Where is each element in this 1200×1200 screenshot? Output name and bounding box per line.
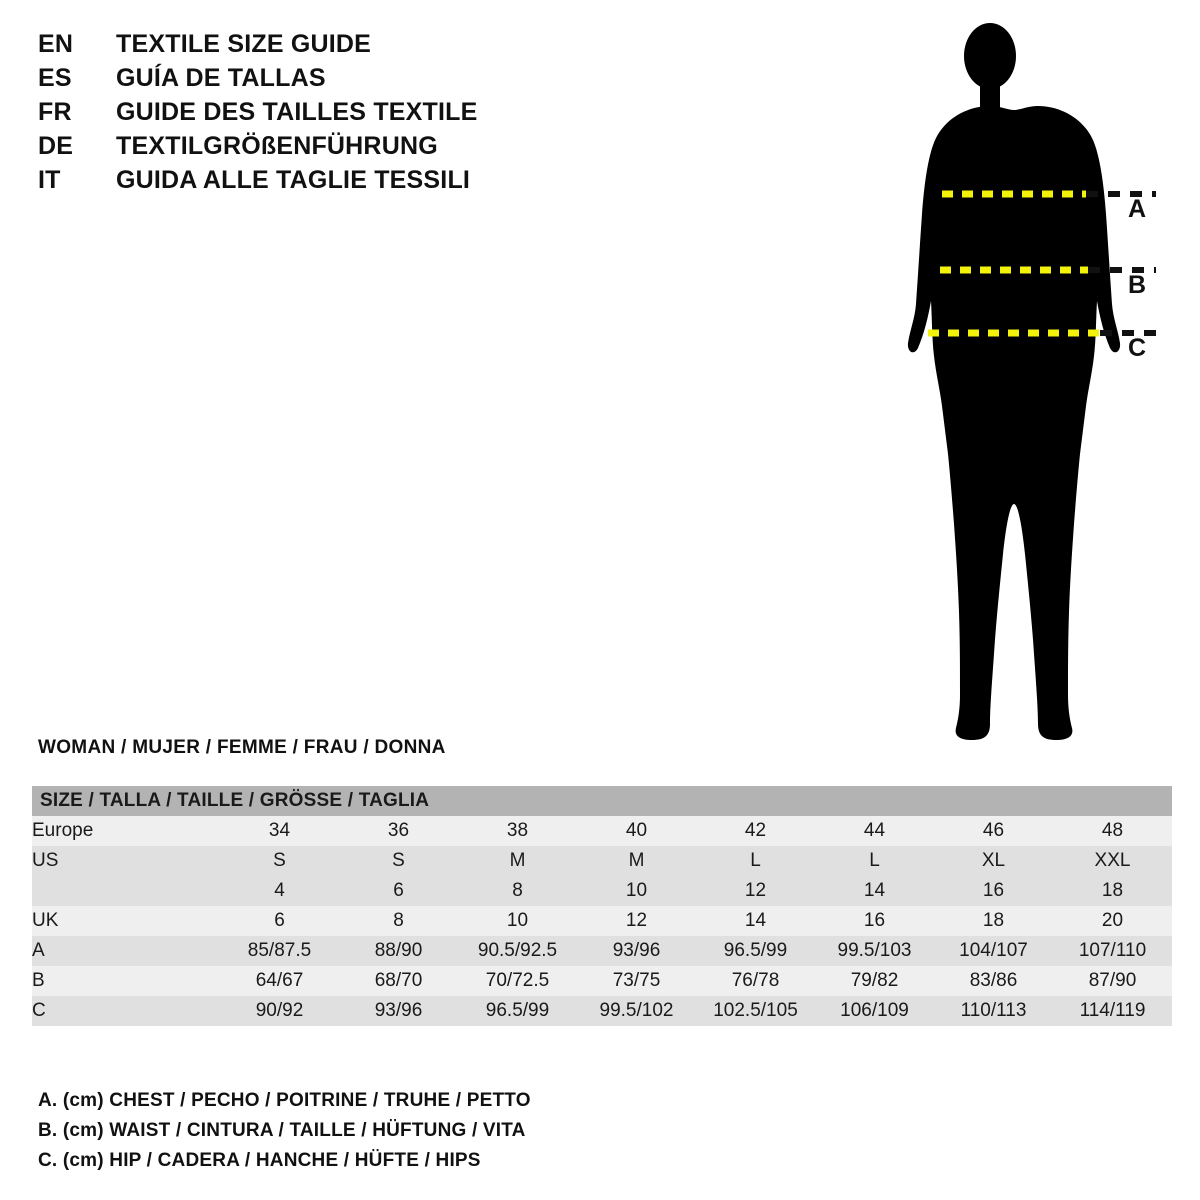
table-row	[32, 846, 1172, 876]
table-row	[32, 816, 1172, 846]
table-cell: 93/96	[577, 936, 696, 966]
title-row	[38, 132, 598, 166]
table-cell: 106/109	[815, 996, 934, 1026]
table-cell: 16	[815, 906, 934, 936]
row-label: Europe	[32, 816, 220, 846]
table-cell: S	[339, 846, 458, 876]
title-text: GUIDE DES TAILLES TEXTILE	[116, 98, 478, 126]
row-label: US	[32, 846, 220, 876]
measure-label-a: A	[1128, 195, 1147, 223]
title-row	[38, 30, 598, 64]
table-cell: 14	[696, 906, 815, 936]
table-cell: 18	[1053, 876, 1172, 906]
row-label: B	[32, 966, 220, 996]
title-lang-code: DE	[38, 132, 74, 160]
table-cell: 110/113	[934, 996, 1053, 1026]
row-label	[32, 876, 220, 906]
title-lang-code: IT	[38, 166, 61, 194]
table-cell: 83/86	[934, 966, 1053, 996]
table-cell: 38	[458, 816, 577, 846]
table-cell: 12	[577, 906, 696, 936]
table-cell: 88/90	[339, 936, 458, 966]
title-block	[38, 30, 598, 200]
table-row	[32, 876, 1172, 906]
title-row	[38, 166, 598, 200]
row-label: UK	[32, 906, 220, 936]
title-text: TEXTILGRÖßENFÜHRUNG	[116, 132, 438, 160]
table-cell: S	[220, 846, 339, 876]
title-text: TEXTILE SIZE GUIDE	[116, 30, 372, 58]
table-cell: 16	[934, 876, 1053, 906]
table-cell: 40	[577, 816, 696, 846]
table-cell: 68/70	[339, 966, 458, 996]
measurement-figure	[860, 18, 1180, 748]
size-table	[32, 786, 1172, 1026]
table-cell: 14	[815, 876, 934, 906]
table-cell: 46	[934, 816, 1053, 846]
measurement-legend	[38, 1090, 738, 1180]
table-cell: 96.5/99	[696, 936, 815, 966]
table-cell: 64/67	[220, 966, 339, 996]
table-cell: 87/90	[1053, 966, 1172, 996]
table-cell: XXL	[1053, 846, 1172, 876]
table-row	[32, 906, 1172, 936]
table-cell: 99.5/103	[815, 936, 934, 966]
table-row	[32, 966, 1172, 996]
table-cell: 4	[220, 876, 339, 906]
table-cell: 36	[339, 816, 458, 846]
table-cell: 6	[339, 876, 458, 906]
title-text: GUÍA DE TALLAS	[116, 64, 326, 92]
table-cell: 10	[458, 906, 577, 936]
table-cell: 34	[220, 816, 339, 846]
table-cell: 90/92	[220, 996, 339, 1026]
table-cell: 107/110	[1053, 936, 1172, 966]
female-silhouette-icon	[860, 18, 1180, 748]
table-row	[32, 936, 1172, 966]
measure-label-c: C	[1128, 334, 1147, 362]
table-cell: 79/82	[815, 966, 934, 996]
table-cell: 102.5/105	[696, 996, 815, 1026]
title-lang-code: ES	[38, 64, 72, 92]
table-group-heading: WOMAN / MUJER / FEMME / FRAU / DONNA	[38, 737, 446, 758]
table-cell: L	[696, 846, 815, 876]
table-cell: 8	[339, 906, 458, 936]
row-label: C	[32, 996, 220, 1026]
table-cell: 48	[1053, 816, 1172, 846]
table-cell: 42	[696, 816, 815, 846]
title-row	[38, 64, 598, 98]
row-label: A	[32, 936, 220, 966]
table-cell: 20	[1053, 906, 1172, 936]
table-cell: M	[458, 846, 577, 876]
table-header-label: SIZE / TALLA / TAILLE / GRÖSSE / TAGLIA	[32, 786, 1172, 816]
table-cell: 10	[577, 876, 696, 906]
table-cell: 114/119	[1053, 996, 1172, 1026]
table-cell: 70/72.5	[458, 966, 577, 996]
table-cell: 96.5/99	[458, 996, 577, 1026]
table-cell: L	[815, 846, 934, 876]
title-text: GUIDA ALLE TAGLIE TESSILI	[116, 166, 471, 194]
table-cell: M	[577, 846, 696, 876]
legend-line-hip: C. (cm) HIP / CADERA / HANCHE / HÜFTE / HIPS	[38, 1150, 481, 1171]
table-cell: 90.5/92.5	[458, 936, 577, 966]
table-cell: 99.5/102	[577, 996, 696, 1026]
table-cell: 104/107	[934, 936, 1053, 966]
table-cell: 85/87.5	[220, 936, 339, 966]
legend-line-chest: A. (cm) CHEST / PECHO / POITRINE / TRUHE / PETTO	[38, 1090, 531, 1111]
legend-line-waist: B. (cm) WAIST / CINTURA / TAILLE / HÜFTUNG / VITA	[38, 1120, 526, 1141]
table-cell: 8	[458, 876, 577, 906]
measure-label-b: B	[1128, 271, 1147, 299]
table-cell: 12	[696, 876, 815, 906]
table-cell: 18	[934, 906, 1053, 936]
title-row	[38, 98, 598, 132]
table-cell: 44	[815, 816, 934, 846]
table-cell: 6	[220, 906, 339, 936]
table-cell: 76/78	[696, 966, 815, 996]
table-cell: XL	[934, 846, 1053, 876]
table-cell: 93/96	[339, 996, 458, 1026]
title-lang-code: FR	[38, 98, 72, 126]
title-lang-code: EN	[38, 30, 74, 58]
table-row	[32, 996, 1172, 1026]
table-cell: 73/75	[577, 966, 696, 996]
table-header-row	[32, 786, 1172, 816]
